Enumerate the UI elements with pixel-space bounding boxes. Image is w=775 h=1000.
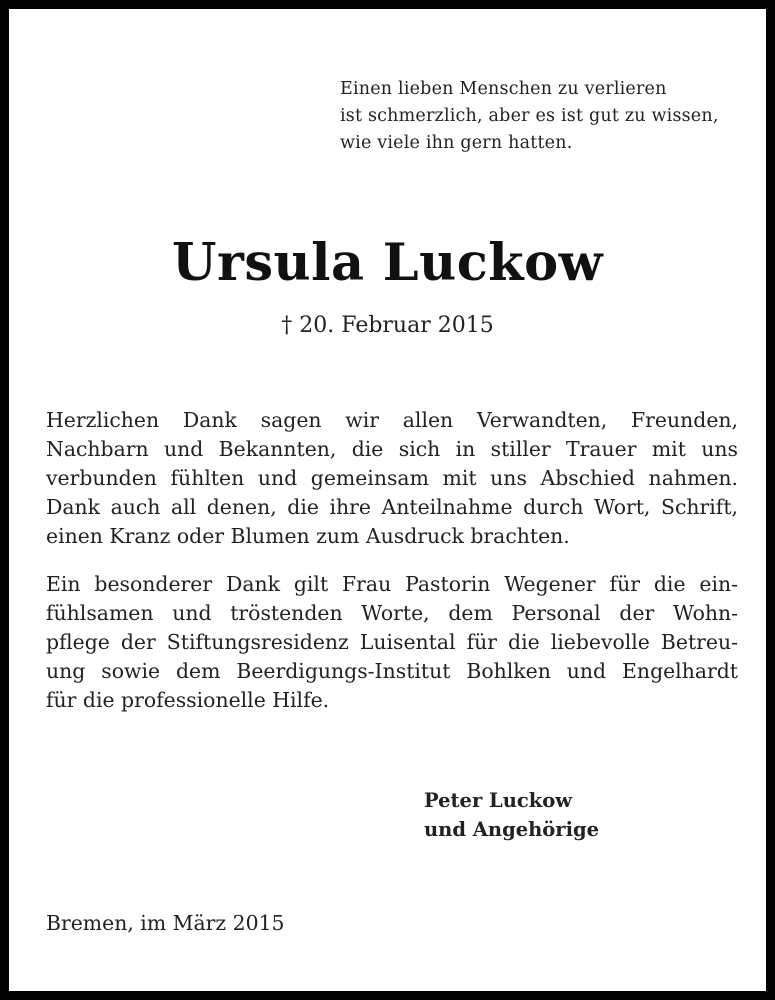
paragraph-line: Herzlichen Dank sagen wir allen Verwandten, Freunden,: [46, 408, 738, 432]
paragraph-line: pflege der Stiftungsresidenz Luisental für die liebevolle Betreu-: [46, 630, 738, 654]
paragraph-line: Dank auch all denen, die ihre Anteilnahme durch Wort, Schrift,: [46, 495, 738, 519]
paragraph-line: verbunden fühlten und gemeinsam mit uns Abschied nahmen.: [46, 466, 738, 490]
deceased-name: Ursula Luckow: [171, 233, 604, 293]
quote-line: wie viele ihn gern hatten.: [340, 133, 573, 153]
signature-name: Peter Luckow: [424, 789, 573, 812]
thanks-paragraph-1: [46, 406, 738, 551]
memorial-quote: [340, 76, 740, 157]
paragraph-line: einen Kranz oder Blumen zum Ausdruck brachten.: [46, 524, 570, 548]
paragraph-line: für die professionelle Hilfe.: [46, 688, 330, 712]
death-date: † 20. Februar 2015: [281, 313, 494, 338]
place-and-date: Bremen, im März 2015: [46, 911, 285, 935]
paragraph-line: Ein besonderer Dank gilt Frau Pastorin Wegener für die ein-: [46, 572, 738, 596]
signature-relatives: und Angehörige: [424, 818, 600, 841]
quote-line: ist schmerzlich, aber es ist gut zu wissen,: [340, 106, 719, 126]
signature-block: [424, 786, 599, 844]
quote-line: Einen lieben Menschen zu verlieren: [340, 79, 667, 99]
paragraph-line: fühlsamen und tröstenden Worte, dem Personal der Wohn-: [46, 601, 738, 625]
thanks-paragraph-2: [46, 570, 738, 715]
paragraph-line: Nachbarn und Bekannten, die sich in stiller Trauer mit uns: [46, 437, 738, 461]
paragraph-line: ung sowie dem Beerdigungs-Institut Bohlken und Engelhardt: [46, 659, 738, 683]
